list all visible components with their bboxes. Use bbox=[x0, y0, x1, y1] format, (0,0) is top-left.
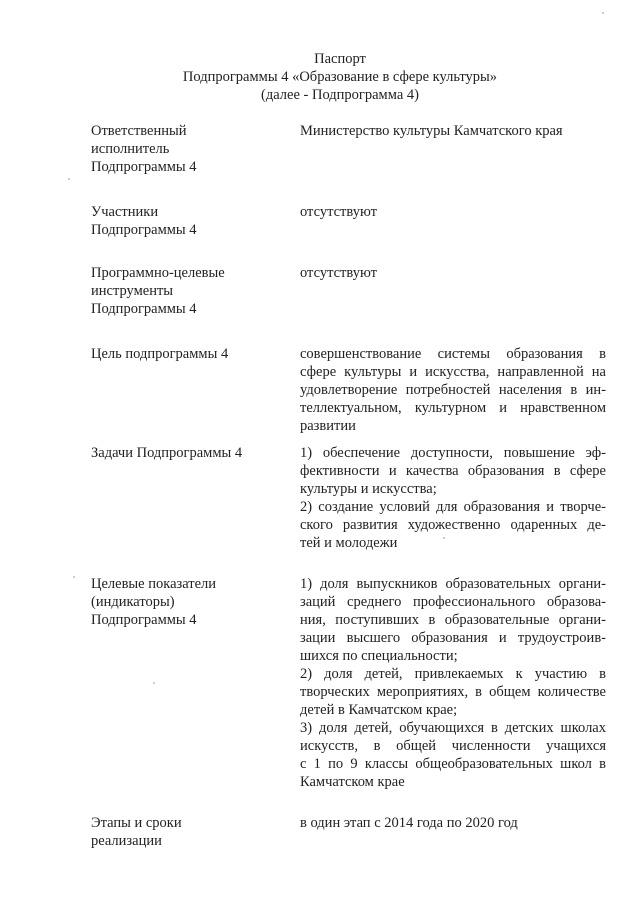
value-line: с 1 по 9 классы общеобразовательных школ в bbox=[300, 756, 606, 772]
label-line: Этапы и сроки bbox=[91, 815, 182, 831]
header-title: Паспорт bbox=[314, 51, 366, 67]
row-label bbox=[91, 203, 271, 239]
value-line: Министерство культуры Камчатского края bbox=[300, 123, 563, 139]
value-line: ния, поступивших в образовательные органи- bbox=[300, 612, 606, 628]
label-line: Подпрограммы 4 bbox=[91, 222, 197, 238]
scan-speck bbox=[602, 12, 604, 14]
row-label bbox=[91, 345, 271, 363]
value-line: теллектуальном, культурном и нравственном bbox=[300, 400, 606, 416]
label-line: (индикаторы) bbox=[91, 594, 175, 610]
value-line: удовлетворение потребностей населения в ин- bbox=[300, 382, 606, 398]
header-subprogram-name: Подпрограммы 4 «Образование в сфере культуры» bbox=[182, 69, 498, 85]
label-line: Целевые показатели bbox=[91, 576, 217, 592]
label-line: Цель подпрограммы 4 bbox=[91, 346, 229, 362]
label-line: Программно-целевые bbox=[91, 265, 225, 281]
row-value bbox=[300, 203, 606, 221]
label-line: Участники bbox=[91, 204, 159, 220]
label-line: Ответственный bbox=[91, 123, 187, 139]
header-note: (далее - Подпрограмма 4) bbox=[261, 87, 419, 103]
row-value bbox=[300, 345, 606, 435]
row-value bbox=[300, 814, 606, 832]
label-line: инструменты bbox=[91, 283, 174, 299]
label-line: Подпрограммы 4 bbox=[91, 159, 197, 175]
value-line: творческих мероприятиях, в общем количестве bbox=[300, 684, 606, 700]
passport-header bbox=[0, 50, 640, 104]
row-label bbox=[91, 814, 271, 850]
scan-speck bbox=[443, 537, 445, 539]
row-label bbox=[91, 122, 271, 176]
value-line: искусств, в общей численности учащихся bbox=[300, 738, 606, 754]
value-line: заций среднего профессионального образова- bbox=[300, 594, 606, 610]
label-line: реализации bbox=[91, 833, 162, 849]
scan-speck bbox=[73, 576, 75, 578]
value-line: ского развития художественно одаренных де- bbox=[300, 517, 606, 533]
value-line: совершенствование системы образования в bbox=[300, 346, 606, 362]
label-line: Подпрограммы 4 bbox=[91, 612, 197, 628]
row-value bbox=[300, 444, 606, 552]
scan-speck bbox=[68, 178, 70, 180]
value-line: отсутствуют bbox=[300, 265, 377, 281]
value-line: Камчатском крае bbox=[300, 774, 405, 790]
row-label bbox=[91, 444, 271, 462]
value-line: 2) создание условий для образования и творче- bbox=[300, 499, 606, 515]
label-line: исполнитель bbox=[91, 141, 170, 157]
label-line: Подпрограммы 4 bbox=[91, 301, 197, 317]
row-label bbox=[91, 575, 271, 629]
value-line: фективности и качества образования в сфере bbox=[300, 463, 606, 479]
value-line: зации высшего образования и трудоустроив- bbox=[300, 630, 606, 646]
row-value bbox=[300, 575, 606, 791]
value-line: культуры и искусства; bbox=[300, 481, 437, 497]
value-line: тей и молодежи bbox=[300, 535, 398, 551]
value-line: 1) доля выпускников образовательных органи- bbox=[300, 576, 606, 592]
scan-speck bbox=[153, 682, 155, 684]
value-line: детей в Камчатском крае; bbox=[300, 702, 458, 718]
value-line: в один этап с 2014 года по 2020 год bbox=[300, 815, 518, 831]
value-line: развитии bbox=[300, 418, 356, 434]
value-line: шихся по специальности; bbox=[300, 648, 458, 664]
value-line: 3) доля детей, обучающихся в детских школах bbox=[300, 720, 606, 736]
row-value bbox=[300, 264, 606, 282]
value-line: сфере культуры и искусства, направленной на bbox=[300, 364, 606, 380]
value-line: 1) обеспечение доступности, повышение эф- bbox=[300, 445, 606, 461]
value-line: отсутствуют bbox=[300, 204, 377, 220]
value-line: 2) доля детей, привлекаемых к участию в bbox=[300, 666, 606, 682]
row-label bbox=[91, 264, 271, 318]
row-value bbox=[300, 122, 606, 140]
label-line: Задачи Подпрограммы 4 bbox=[91, 445, 243, 461]
